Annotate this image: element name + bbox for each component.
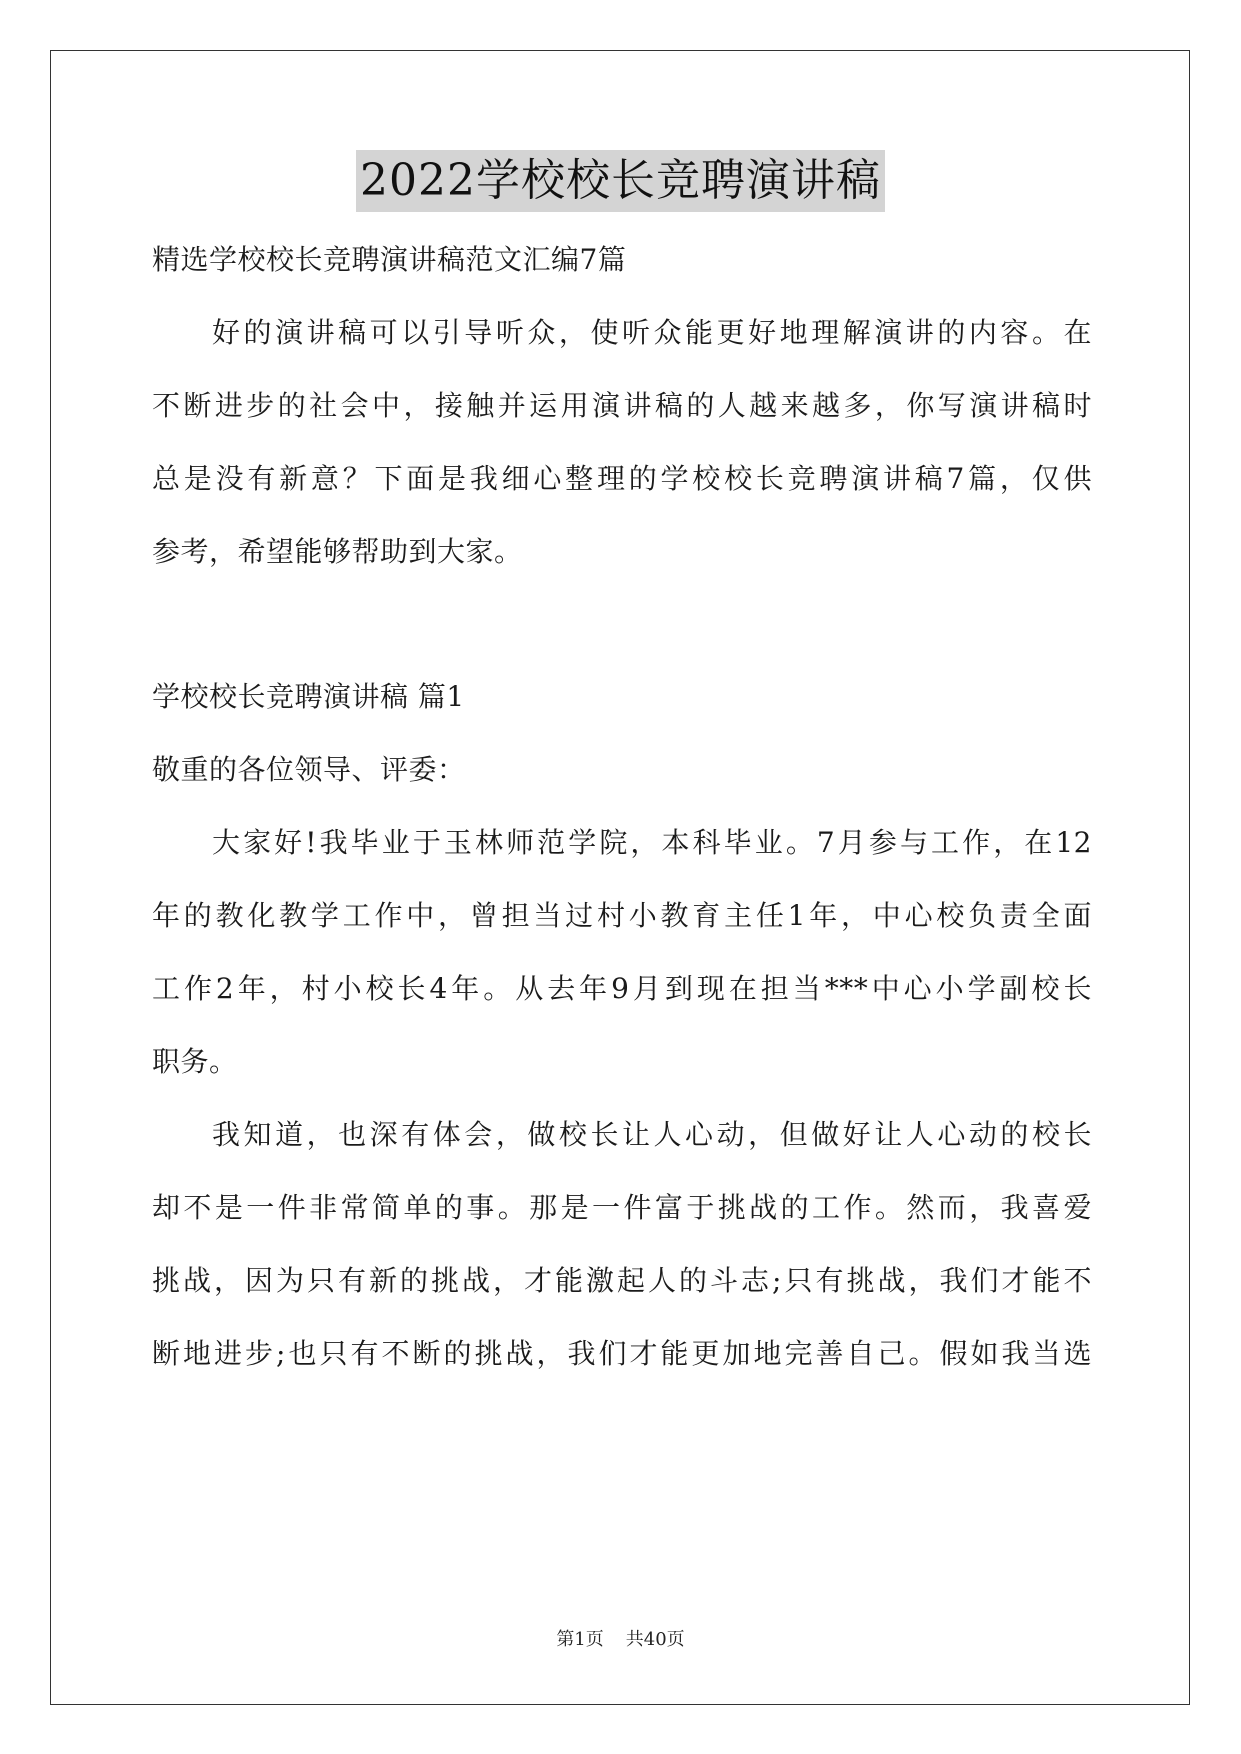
intro-line: 不断进步的社会中，接触并运用演讲稿的人越来越多，你写演讲稿时 <box>152 389 1092 422</box>
page-border <box>50 50 1190 1705</box>
paragraph-line: 大家好!我毕业于玉林师范学院，本科毕业。7月参与工作，在12 <box>212 826 1092 859</box>
paragraph-line: 年的教化教学工作中，曾担当过村小教育主任1年，中心校负责全面 <box>152 899 1092 932</box>
paragraph-line: 挑战，因为只有新的挑战，才能激起人的斗志;只有挑战，我们才能不 <box>152 1264 1092 1297</box>
title-container <box>0 150 1241 212</box>
document-title: 2022学校校长竞聘演讲稿 <box>356 150 885 212</box>
intro-line: 总是没有新意？下面是我细心整理的学校校长竞聘演讲稿7篇，仅供 <box>152 462 1092 495</box>
paragraph-line: 工作2年，村小校长4年。从去年9月到现在担当***中心小学副校长 <box>152 972 1092 1005</box>
paragraph-line: 职务。 <box>152 1045 238 1078</box>
page-total: 共40页 <box>625 1629 685 1650</box>
paragraph-line: 我知道，也深有体会，做校长让人心动，但做好让人心动的校长 <box>212 1118 1092 1151</box>
paragraph-line: 断地进步;也只有不断的挑战，我们才能更加地完善自己。假如我当选 <box>152 1337 1092 1370</box>
section-heading: 学校校长竞聘演讲稿 篇1 <box>152 680 465 713</box>
salutation: 敬重的各位领导、评委： <box>152 753 466 786</box>
document-subtitle: 精选学校校长竞聘演讲稿范文汇编7篇 <box>152 243 627 276</box>
page-footer <box>0 1628 1241 1652</box>
paragraph-line: 却不是一件非常简单的事。那是一件富于挑战的工作。然而，我喜爱 <box>152 1191 1092 1224</box>
intro-line: 好的演讲稿可以引导听众，使听众能更好地理解演讲的内容。在 <box>212 316 1092 349</box>
intro-line: 参考，希望能够帮助到大家。 <box>152 535 523 568</box>
page-number: 第1页 <box>556 1629 604 1650</box>
